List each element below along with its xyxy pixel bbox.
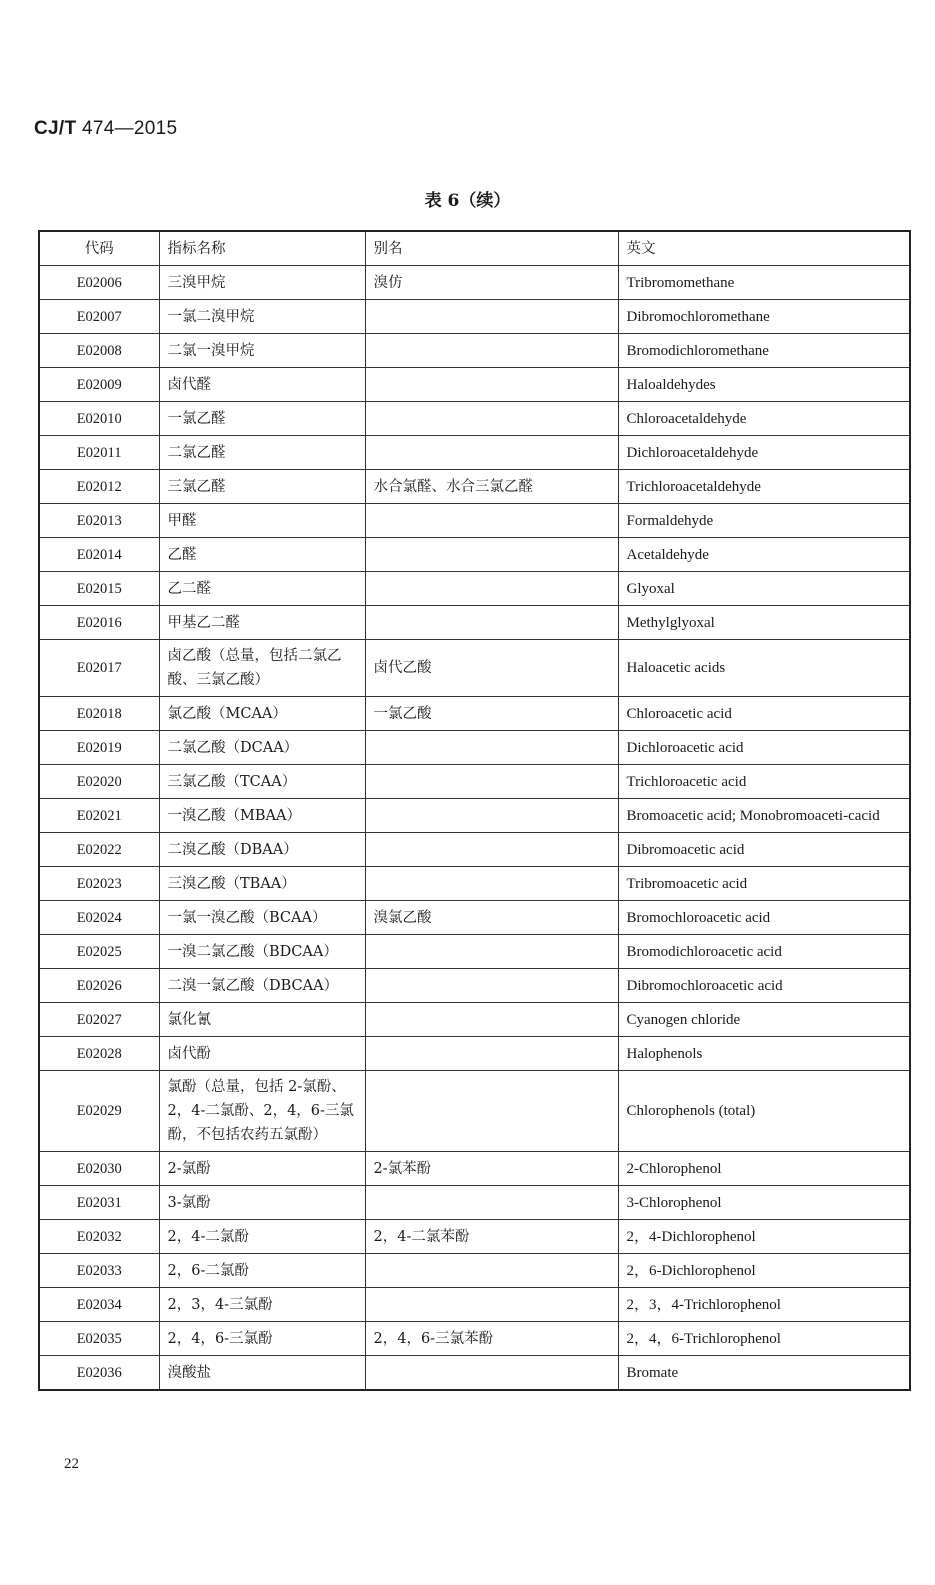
alias-cell <box>365 867 618 901</box>
alias-cell: 溴仿 <box>365 266 618 300</box>
english-cell: Methylglyoxal <box>618 606 910 640</box>
name-cell: 2，6-二氯酚 <box>159 1254 365 1288</box>
table-row <box>39 901 910 935</box>
alias-cell: 2-氯苯酚 <box>365 1152 618 1186</box>
code-cell: E02033 <box>39 1254 159 1288</box>
english-cell: Bromodichloromethane <box>618 334 910 368</box>
table-row <box>39 1071 910 1152</box>
code-cell: E02029 <box>39 1071 159 1152</box>
name-cell: 2，3，4-三氯酚 <box>159 1288 365 1322</box>
alias-cell <box>365 765 618 799</box>
code-cell: E02026 <box>39 969 159 1003</box>
table-row <box>39 969 910 1003</box>
english-cell: Dibromochloromethane <box>618 300 910 334</box>
english-cell: Bromodichloroacetic acid <box>618 935 910 969</box>
english-cell: Halophenols <box>618 1037 910 1071</box>
code-cell: E02024 <box>39 901 159 935</box>
table-row <box>39 697 910 731</box>
code-cell: E02018 <box>39 697 159 731</box>
code-cell: E02028 <box>39 1037 159 1071</box>
name-cell: 一溴乙酸（MBAA） <box>159 799 365 833</box>
table-row <box>39 1003 910 1037</box>
table-row <box>39 538 910 572</box>
english-cell: Dichloroacetaldehyde <box>618 436 910 470</box>
alias-cell <box>365 1356 618 1391</box>
code-cell: E02031 <box>39 1186 159 1220</box>
name-cell: 一氯乙醛 <box>159 402 365 436</box>
english-cell: 3-Chlorophenol <box>618 1186 910 1220</box>
name-cell: 二氯乙醛 <box>159 436 365 470</box>
english-cell: 2，4-Dichlorophenol <box>618 1220 910 1254</box>
alias-cell <box>365 436 618 470</box>
alias-cell <box>365 368 618 402</box>
table-row <box>39 1322 910 1356</box>
table-row <box>39 606 910 640</box>
code-cell: E02023 <box>39 867 159 901</box>
code-cell: E02032 <box>39 1220 159 1254</box>
alias-cell <box>365 334 618 368</box>
code-cell: E02015 <box>39 572 159 606</box>
name-cell: 乙醛 <box>159 538 365 572</box>
alias-cell <box>365 300 618 334</box>
alias-cell: 2，4-二氯苯酚 <box>365 1220 618 1254</box>
standard-prefix: CJ/T <box>34 118 77 139</box>
code-cell: E02019 <box>39 731 159 765</box>
english-cell: Dichloroacetic acid <box>618 731 910 765</box>
english-cell: 2，4，6-Trichlorophenol <box>618 1322 910 1356</box>
alias-cell <box>365 402 618 436</box>
alias-cell <box>365 1003 618 1037</box>
english-cell: Tribromoacetic acid <box>618 867 910 901</box>
english-cell: Chlorophenols (total) <box>618 1071 910 1152</box>
table-row <box>39 1254 910 1288</box>
english-cell: Chloroacetaldehyde <box>618 402 910 436</box>
alias-cell <box>365 1254 618 1288</box>
alias-cell: 卤代乙酸 <box>365 640 618 697</box>
name-cell: 氯乙酸（MCAA） <box>159 697 365 731</box>
alias-cell <box>365 572 618 606</box>
table-row <box>39 731 910 765</box>
english-cell: Cyanogen chloride <box>618 1003 910 1037</box>
table-row <box>39 833 910 867</box>
table-row <box>39 504 910 538</box>
table-row <box>39 1037 910 1071</box>
english-cell: Bromochloroacetic acid <box>618 901 910 935</box>
name-cell: 甲基乙二醛 <box>159 606 365 640</box>
code-cell: E02006 <box>39 266 159 300</box>
code-cell: E02027 <box>39 1003 159 1037</box>
code-cell: E02035 <box>39 1322 159 1356</box>
name-cell: 卤代酚 <box>159 1037 365 1071</box>
english-cell: Chloroacetic acid <box>618 697 910 731</box>
code-cell: E02013 <box>39 504 159 538</box>
table-row <box>39 470 910 504</box>
code-cell: E02007 <box>39 300 159 334</box>
english-cell: Trichloroacetic acid <box>618 765 910 799</box>
table-row <box>39 368 910 402</box>
alias-cell <box>365 1288 618 1322</box>
table-row <box>39 867 910 901</box>
name-cell: 卤乙酸（总量，包括二氯乙酸、三氯乙酸） <box>159 640 365 697</box>
code-cell: E02036 <box>39 1356 159 1391</box>
alias-cell <box>365 504 618 538</box>
table-body <box>39 266 910 1391</box>
table-title: 表 6（续） <box>424 191 511 211</box>
code-cell: E02034 <box>39 1288 159 1322</box>
name-cell: 一氯一溴乙酸（BCAA） <box>159 901 365 935</box>
code-cell: E02025 <box>39 935 159 969</box>
table-row <box>39 572 910 606</box>
name-cell: 氯酚（总量，包括 2-氯酚、2，4-二氯酚、2，4，6-三氯酚，不包括农药五氯酚） <box>159 1071 365 1152</box>
name-cell: 2-氯酚 <box>159 1152 365 1186</box>
code-cell: E02030 <box>39 1152 159 1186</box>
column-header-english: 英文 <box>618 231 910 266</box>
name-cell: 二氯乙酸（DCAA） <box>159 731 365 765</box>
column-header-name: 指标名称 <box>159 231 365 266</box>
name-cell: 二溴乙酸（DBAA） <box>159 833 365 867</box>
table-row <box>39 1356 910 1391</box>
table-row <box>39 436 910 470</box>
name-cell: 2，4，6-三氯酚 <box>159 1322 365 1356</box>
alias-cell <box>365 833 618 867</box>
alias-cell: 一氯乙酸 <box>365 697 618 731</box>
english-cell: 2，3，4-Trichlorophenol <box>618 1288 910 1322</box>
code-cell: E02010 <box>39 402 159 436</box>
english-cell: Dibromochloroacetic acid <box>618 969 910 1003</box>
table-header-row <box>39 231 910 266</box>
table-row <box>39 765 910 799</box>
name-cell: 甲醛 <box>159 504 365 538</box>
table-row <box>39 1288 910 1322</box>
table-row <box>39 1186 910 1220</box>
alias-cell <box>365 969 618 1003</box>
name-cell: 二溴一氯乙酸（DBCAA） <box>159 969 365 1003</box>
code-cell: E02020 <box>39 765 159 799</box>
code-cell: E02021 <box>39 799 159 833</box>
table-row <box>39 1152 910 1186</box>
table-row <box>39 935 910 969</box>
alias-cell <box>365 606 618 640</box>
alias-cell <box>365 935 618 969</box>
code-cell: E02022 <box>39 833 159 867</box>
english-cell: Acetaldehyde <box>618 538 910 572</box>
table-row <box>39 402 910 436</box>
english-cell: Trichloroacetaldehyde <box>618 470 910 504</box>
column-header-alias: 别名 <box>365 231 618 266</box>
alias-cell: 2，4，6-三氯苯酚 <box>365 1322 618 1356</box>
page-number: 22 <box>64 1456 79 1472</box>
name-cell: 乙二醛 <box>159 572 365 606</box>
standard-code <box>34 118 177 140</box>
alias-cell <box>365 538 618 572</box>
table-row <box>39 300 910 334</box>
alias-cell: 水合氯醛、水合三氯乙醛 <box>365 470 618 504</box>
table-row <box>39 334 910 368</box>
code-cell: E02008 <box>39 334 159 368</box>
name-cell: 三溴甲烷 <box>159 266 365 300</box>
english-cell: Glyoxal <box>618 572 910 606</box>
alias-cell <box>365 1186 618 1220</box>
code-cell: E02012 <box>39 470 159 504</box>
code-cell: E02017 <box>39 640 159 697</box>
code-cell: E02016 <box>39 606 159 640</box>
column-header-code: 代码 <box>39 231 159 266</box>
indicator-table <box>38 230 911 1391</box>
table-row <box>39 1220 910 1254</box>
code-cell: E02011 <box>39 436 159 470</box>
alias-cell <box>365 1071 618 1152</box>
english-cell: 2，6-Dichlorophenol <box>618 1254 910 1288</box>
english-cell: Bromoacetic acid; Monobromoaceti-cacid <box>618 799 910 833</box>
alias-cell: 溴氯乙酸 <box>365 901 618 935</box>
name-cell: 三氯乙醛 <box>159 470 365 504</box>
name-cell: 二氯一溴甲烷 <box>159 334 365 368</box>
english-cell: Haloacetic acids <box>618 640 910 697</box>
table-row <box>39 640 910 697</box>
english-cell: Haloaldehydes <box>618 368 910 402</box>
table-row <box>39 266 910 300</box>
name-cell: 氯化氰 <box>159 1003 365 1037</box>
english-cell: Bromate <box>618 1356 910 1391</box>
name-cell: 3-氯酚 <box>159 1186 365 1220</box>
english-cell: Dibromoacetic acid <box>618 833 910 867</box>
standard-number: 474—2015 <box>81 118 178 139</box>
code-cell: E02009 <box>39 368 159 402</box>
name-cell: 一氯二溴甲烷 <box>159 300 365 334</box>
english-cell: Tribromomethane <box>618 266 910 300</box>
name-cell: 三溴乙酸（TBAA） <box>159 867 365 901</box>
alias-cell <box>365 1037 618 1071</box>
table-row <box>39 799 910 833</box>
name-cell: 2，4-二氯酚 <box>159 1220 365 1254</box>
alias-cell <box>365 731 618 765</box>
name-cell: 溴酸盐 <box>159 1356 365 1391</box>
english-cell: Formaldehyde <box>618 504 910 538</box>
alias-cell <box>365 799 618 833</box>
name-cell: 三氯乙酸（TCAA） <box>159 765 365 799</box>
name-cell: 一溴二氯乙酸（BDCAA） <box>159 935 365 969</box>
name-cell: 卤代醛 <box>159 368 365 402</box>
code-cell: E02014 <box>39 538 159 572</box>
english-cell: 2-Chlorophenol <box>618 1152 910 1186</box>
